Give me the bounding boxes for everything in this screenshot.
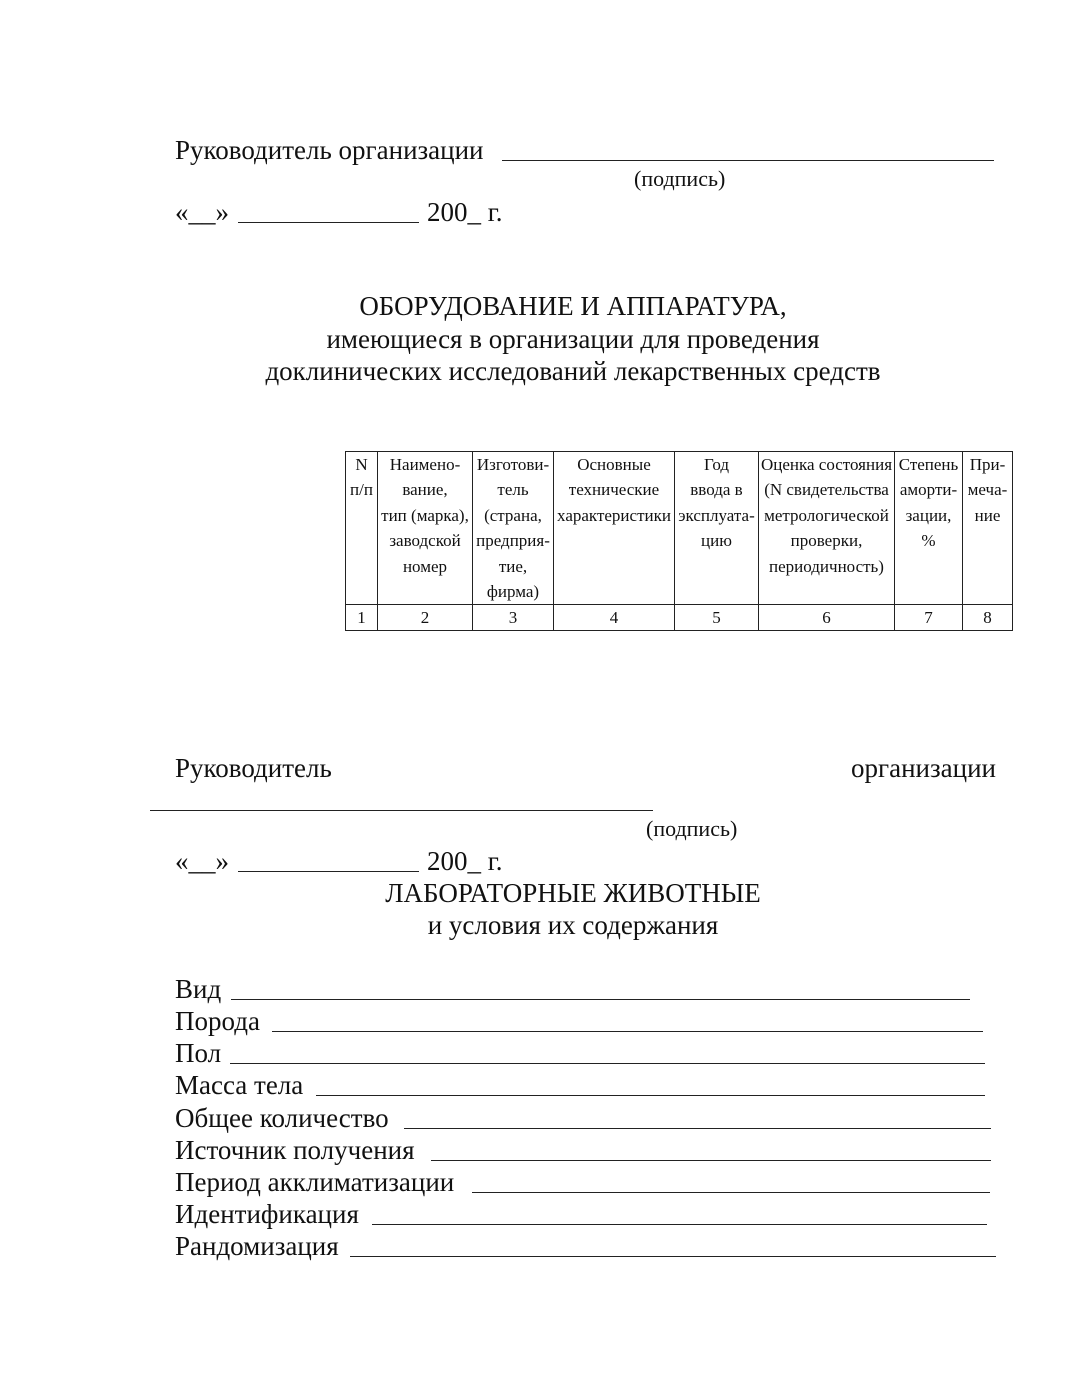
col-number-cell: 1 <box>346 605 378 631</box>
equipment-title: ОБОРУДОВАНИЕ И АППАРАТУРА, <box>359 291 787 321</box>
head-label-right: организации <box>851 753 996 783</box>
field-label-randomization: Рандомизация <box>175 1231 339 1261</box>
head-of-organization-label: Руководитель организации <box>175 135 484 165</box>
field-line-body-mass[interactable] <box>316 1095 985 1096</box>
date-month-line-2[interactable] <box>238 871 419 872</box>
date-year-2: 200_ г. <box>427 846 503 876</box>
col-header-depreciation: Степень аморти- зации, % <box>895 452 963 605</box>
col-header-manufacturer: Изготови- тель (страна, предприя- тие, фирма) <box>473 452 554 605</box>
field-label-total-count: Общее количество <box>175 1103 389 1133</box>
field-line-total-count[interactable] <box>404 1128 991 1129</box>
field-label-body-mass: Масса тела <box>175 1070 304 1100</box>
col-number-cell: 6 <box>759 605 895 631</box>
signature-line-2[interactable] <box>150 810 653 811</box>
col-number-cell: 5 <box>675 605 759 631</box>
signature-caption-2: (подпись) <box>646 816 738 841</box>
field-label-breed: Порода <box>175 1006 260 1036</box>
col-header-condition: Оценка состояния (N свидетельства метрологической проверки, периодичность) <box>759 452 895 605</box>
signature-line[interactable] <box>502 160 994 161</box>
col-header-name: Наимено- вание, тип (марка), заводской номер <box>378 452 473 605</box>
col-number-cell: 4 <box>554 605 675 631</box>
field-line-acclimatization[interactable] <box>472 1192 990 1193</box>
field-line-species[interactable] <box>231 999 970 1000</box>
col-number-cell: 3 <box>473 605 554 631</box>
col-number-cell: 2 <box>378 605 473 631</box>
field-label-identification: Идентификация <box>175 1199 359 1229</box>
col-header-note: При- меча- ние <box>963 452 1013 605</box>
date-month-line[interactable] <box>238 222 419 223</box>
field-label-source: Источник получения <box>175 1135 415 1165</box>
field-line-breed[interactable] <box>272 1031 983 1032</box>
equipment-subtitle-line1: имеющиеся в организации для проведения <box>326 324 820 354</box>
table-header-row <box>346 452 1013 605</box>
animals-subtitle: и условия их содержания <box>427 910 719 940</box>
date-year: 200_ г. <box>427 197 503 227</box>
date-day-quote-2: «__» <box>175 846 229 876</box>
equipment-subtitle-line2: доклинических исследований лекарственных средств <box>265 356 881 386</box>
animals-title: ЛАБОРАТОРНЫЕ ЖИВОТНЫЕ <box>385 878 761 908</box>
col-header-specs: Основные технические характеристики <box>554 452 675 605</box>
date-day-quote: «__» <box>175 197 229 227</box>
field-label-acclimatization: Период акклиматизации <box>175 1167 455 1197</box>
field-label-sex: Пол <box>175 1038 222 1068</box>
head-label-left: Руководитель <box>175 753 332 783</box>
col-number-cell: 7 <box>895 605 963 631</box>
table-number-row <box>346 605 1013 631</box>
col-header-year: Год ввода в эксплуата- цию <box>675 452 759 605</box>
signature-caption: (подпись) <box>634 166 726 191</box>
col-header-number: N п/п <box>346 452 378 605</box>
equipment-table <box>345 451 1013 631</box>
field-label-species: Вид <box>175 974 222 1004</box>
field-line-sex[interactable] <box>230 1063 985 1064</box>
field-line-randomization[interactable] <box>350 1256 996 1257</box>
col-number-cell: 8 <box>963 605 1013 631</box>
field-line-source[interactable] <box>431 1160 991 1161</box>
field-line-identification[interactable] <box>372 1224 987 1225</box>
